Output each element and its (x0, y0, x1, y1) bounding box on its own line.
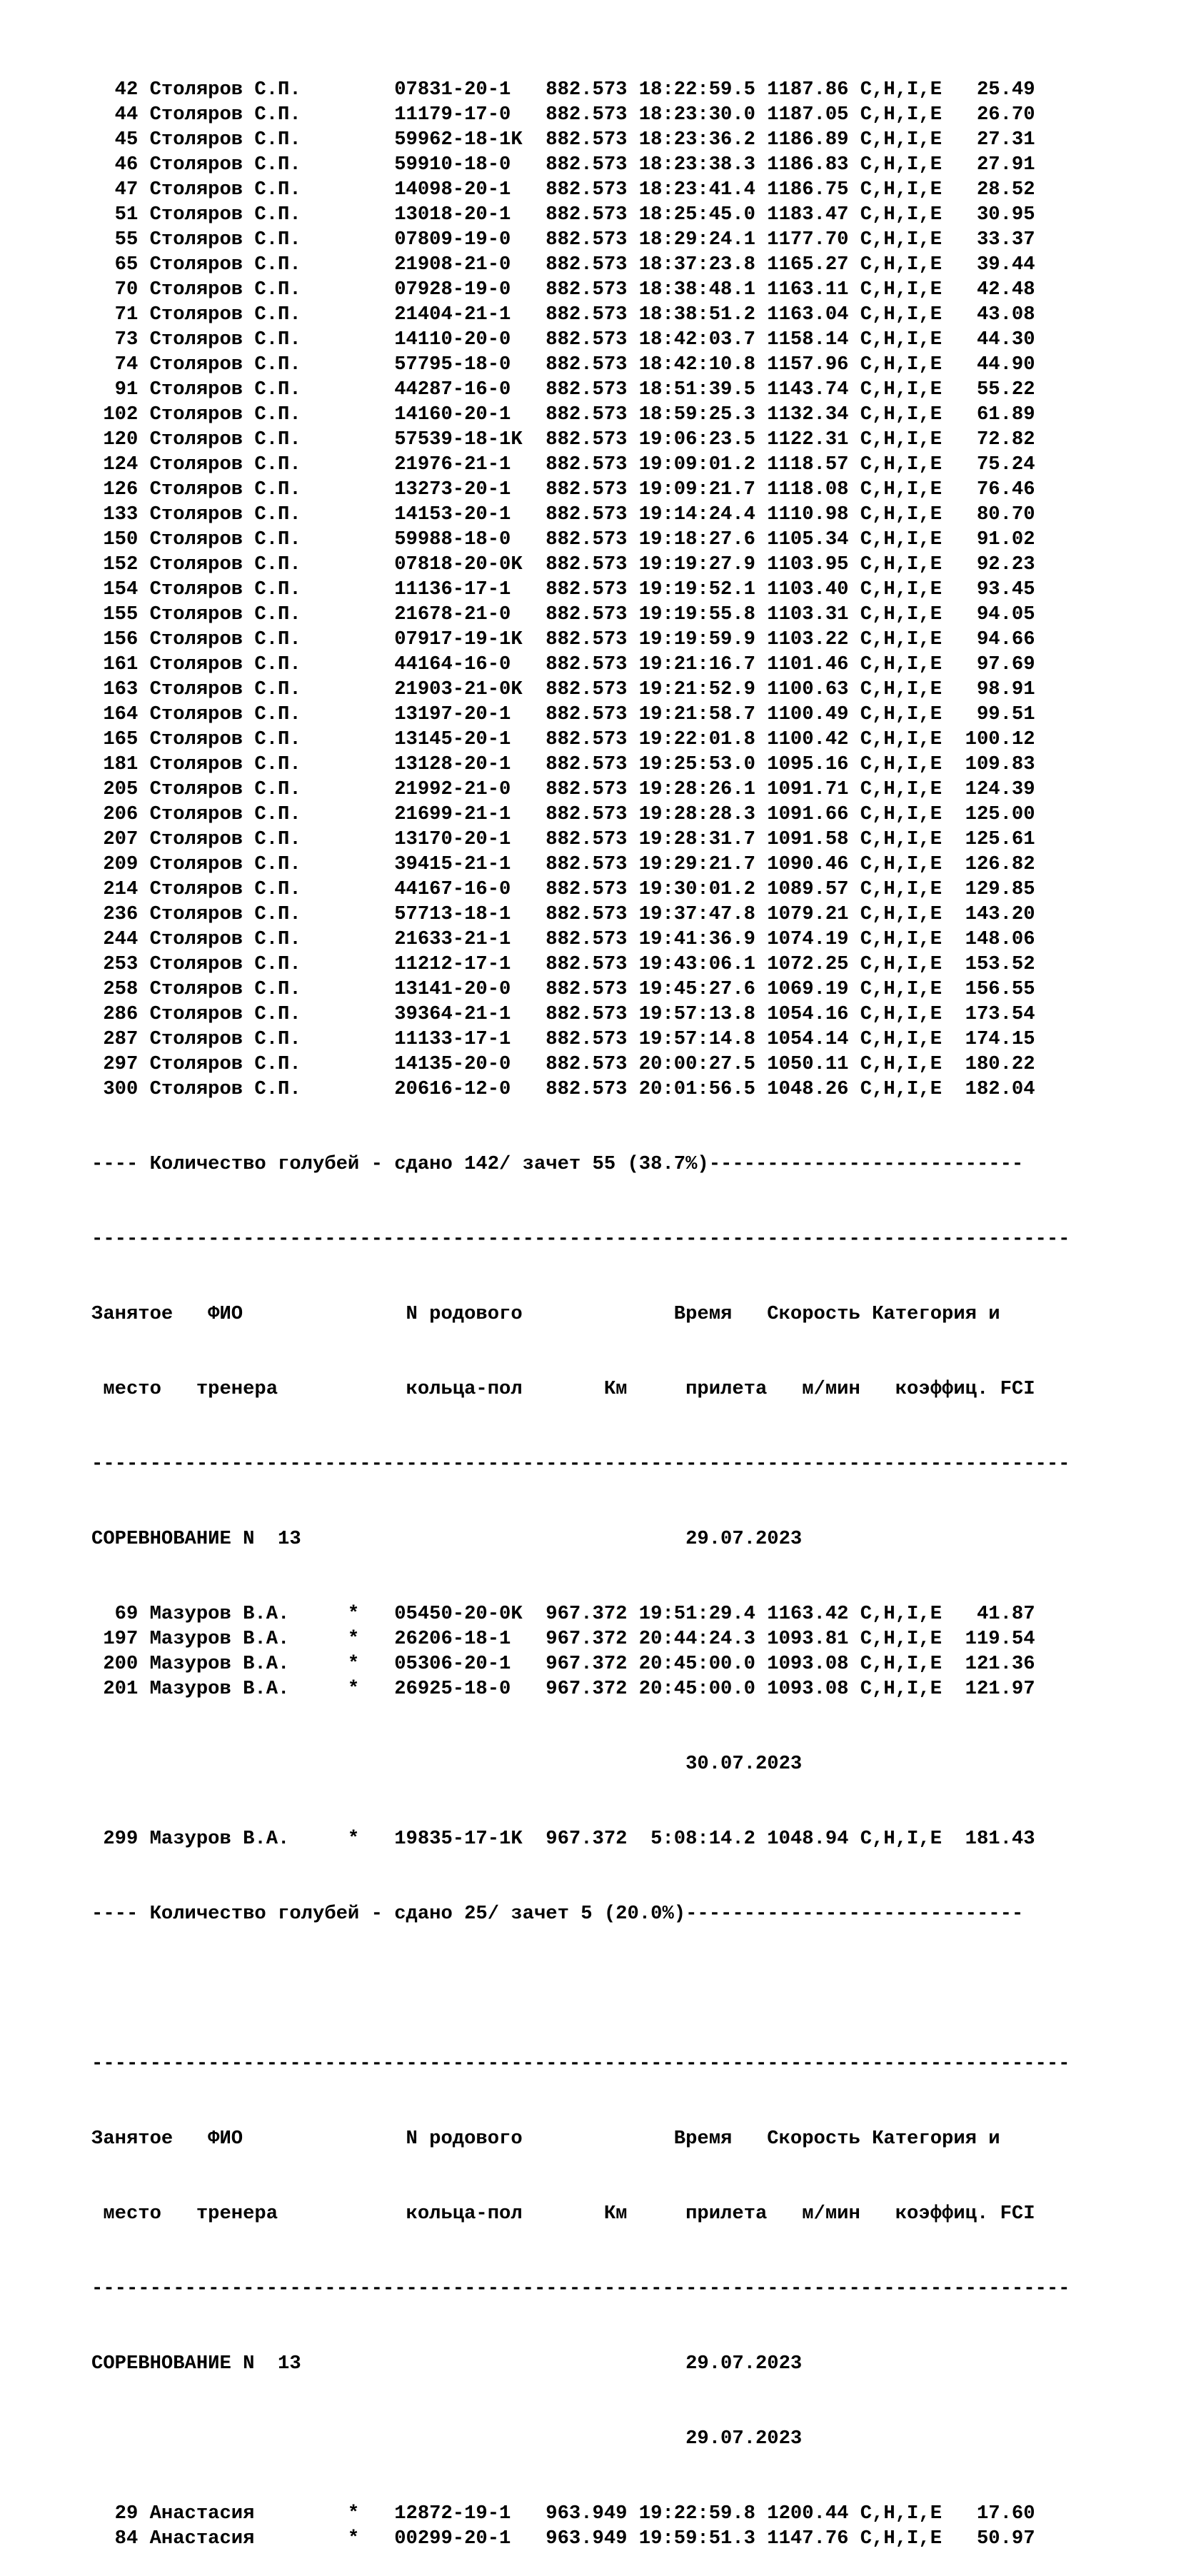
column-header-line-2: место тренера кольца-пол Км прилета м/мин коэффиц. FCI (91, 2203, 1035, 2225)
result-row: 120 Столяров С.П. 57539-18-1K 882.573 19:06:23.5 1122.31 C,H,I,E 72.82 (91, 428, 1035, 451)
separator-rule: ------------------------------------------------------------------------------------ (91, 1453, 1070, 1475)
date-line: 29.07.2023 (91, 2427, 803, 2450)
result-row: 155 Столяров С.П. 21678-21-0 882.573 19:19:55.8 1103.31 C,H,I,E 94.05 (91, 603, 1035, 625)
competition-heading: СОРЕВНОВАНИЕ N 13 29.07.2023 (91, 2353, 803, 2375)
result-row: 46 Столяров С.П. 59910-18-0 882.573 18:23:38.3 1186.83 C,H,I,E 27.91 (91, 154, 1035, 176)
result-row: 47 Столяров С.П. 14098-20-1 882.573 18:23:41.4 1186.75 C,H,I,E 28.52 (91, 178, 1035, 201)
result-row: 164 Столяров С.П. 13197-20-1 882.573 19:21:58.7 1100.49 C,H,I,E 99.51 (91, 703, 1035, 725)
result-row: 152 Столяров С.П. 07818-20-0K 882.573 19:19:27.9 1103.95 C,H,I,E 92.23 (91, 553, 1035, 575)
result-row: 42 Столяров С.П. 07831-20-1 882.573 18:22:59.5 1187.86 C,H,I,E 25.49 (91, 79, 1035, 101)
result-row: 287 Столяров С.П. 11133-17-1 882.573 19:57:14.8 1054.14 C,H,I,E 174.15 (91, 1028, 1035, 1050)
results-block-anastasia (91, 2501, 1070, 2551)
result-row: 161 Столяров С.П. 44164-16-0 882.573 19:21:16.7 1101.46 C,H,I,E 97.69 (91, 653, 1035, 675)
result-row: 70 Столяров С.П. 07928-19-0 882.573 18:38:48.1 1163.11 C,H,I,E 42.48 (91, 278, 1035, 301)
result-row: 126 Столяров С.П. 13273-20-1 882.573 19:09:21.7 1118.08 C,H,I,E 76.46 (91, 478, 1035, 500)
separator-rule: ------------------------------------------------------------------------------------ (91, 1228, 1070, 1250)
results-block-mazurov (91, 1601, 1070, 1701)
result-row: 181 Столяров С.П. 13128-20-1 882.573 19:25:53.0 1095.16 C,H,I,E 109.83 (91, 753, 1035, 775)
result-row: 124 Столяров С.П. 21976-21-1 882.573 19:09:01.2 1118.57 C,H,I,E 75.24 (91, 453, 1035, 476)
column-header-line-2: место тренера кольца-пол Км прилета м/мин коэффиц. FCI (91, 1378, 1035, 1400)
result-row: 102 Столяров С.П. 14160-20-1 882.573 18:59:25.3 1132.34 C,H,I,E 61.89 (91, 403, 1035, 426)
column-header-line-1: Занятое ФИО N родового Время Скорость Категория и (91, 2128, 1000, 2150)
result-row: 74 Столяров С.П. 57795-18-0 882.573 18:42:10.8 1157.96 C,H,I,E 44.90 (91, 353, 1035, 376)
result-row: 154 Столяров С.П. 11136-17-1 882.573 19:19:52.1 1103.40 C,H,I,E 93.45 (91, 578, 1035, 600)
result-row: 69 Мазуров В.А. * 05450-20-0K 967.372 19:51:29.4 1163.42 C,H,I,E 41.87 (91, 1603, 1035, 1625)
result-row: 44 Столяров С.П. 11179-17-0 882.573 18:23:30.0 1187.05 C,H,I,E 26.70 (91, 104, 1035, 126)
result-row: 299 Мазуров В.А. * 19835-17-1K 967.372 5:08:14.2 1048.94 C,H,I,E 181.43 (91, 1828, 1035, 1850)
separator-rule: ------------------------------------------------------------------------------------ (91, 2278, 1070, 2300)
results-document (91, 27, 1070, 2576)
result-row: 163 Столяров С.П. 21903-21-0K 882.573 19:21:52.9 1100.63 C,H,I,E 98.91 (91, 678, 1035, 700)
result-row: 236 Столяров С.П. 57713-18-1 882.573 19:37:47.8 1079.21 C,H,I,E 143.20 (91, 903, 1035, 925)
results-block-stolyarov (91, 77, 1070, 1102)
results-block-mazurov-day2 (91, 1826, 1070, 1851)
result-row: 29 Анастасия * 12872-19-1 963.949 19:22:59.8 1200.44 C,H,I,E 17.60 (91, 2502, 1035, 2525)
result-row: 84 Анастасия * 00299-20-1 963.949 19:59:51.3 1147.76 C,H,I,E 50.97 (91, 2527, 1035, 2550)
result-row: 300 Столяров С.П. 20616-12-0 882.573 20:01:56.5 1048.26 C,H,I,E 182.04 (91, 1078, 1035, 1100)
result-row: 197 Мазуров В.А. * 26206-18-1 967.372 20:44:24.3 1093.81 C,H,I,E 119.54 (91, 1628, 1035, 1650)
result-row: 258 Столяров С.П. 13141-20-0 882.573 19:45:27.6 1069.19 C,H,I,E 156.55 (91, 978, 1035, 1000)
result-row: 133 Столяров С.П. 14153-20-1 882.573 19:14:24.4 1110.98 C,H,I,E 80.70 (91, 503, 1035, 525)
result-row: 206 Столяров С.П. 21699-21-1 882.573 19:28:28.3 1091.66 C,H,I,E 125.00 (91, 803, 1035, 825)
result-row: 207 Столяров С.П. 13170-20-1 882.573 19:28:31.7 1091.58 C,H,I,E 125.61 (91, 828, 1035, 850)
result-row: 165 Столяров С.П. 13145-20-1 882.573 19:22:01.8 1100.42 C,H,I,E 100.12 (91, 728, 1035, 750)
column-header-line-1: Занятое ФИО N родового Время Скорость Категория и (91, 1303, 1000, 1325)
result-row: 286 Столяров С.П. 39364-21-1 882.573 19:57:13.8 1054.16 C,H,I,E 173.54 (91, 1003, 1035, 1025)
summary-line: ---- Количество голубей - сдано 25/ зачет 5 (20.0%)----------------------------- (91, 1903, 1024, 1925)
result-row: 253 Столяров С.П. 11212-17-1 882.573 19:43:06.1 1072.25 C,H,I,E 153.52 (91, 953, 1035, 975)
result-row: 73 Столяров С.П. 14110-20-0 882.573 18:42:03.7 1158.14 C,H,I,E 44.30 (91, 328, 1035, 351)
result-row: 297 Столяров С.П. 14135-20-0 882.573 20:00:27.5 1050.11 C,H,I,E 180.22 (91, 1053, 1035, 1075)
result-row: 55 Столяров С.П. 07809-19-0 882.573 18:29:24.1 1177.70 C,H,I,E 33.37 (91, 228, 1035, 251)
result-row: 65 Столяров С.П. 21908-21-0 882.573 18:37:23.8 1165.27 C,H,I,E 39.44 (91, 253, 1035, 276)
result-row: 214 Столяров С.П. 44167-16-0 882.573 19:30:01.2 1089.57 C,H,I,E 129.85 (91, 878, 1035, 900)
summary-line: ---- Количество голубей - сдано 142/ зачет 55 (38.7%)--------------------------- (91, 1153, 1024, 1175)
result-row: 51 Столяров С.П. 13018-20-1 882.573 18:25:45.0 1183.47 C,H,I,E 30.95 (91, 203, 1035, 226)
separator-rule: ------------------------------------------------------------------------------------ (91, 2053, 1070, 2075)
result-row: 91 Столяров С.П. 44287-16-0 882.573 18:51:39.5 1143.74 C,H,I,E 55.22 (91, 378, 1035, 401)
result-row: 45 Столяров С.П. 59962-18-1K 882.573 18:23:36.2 1186.89 C,H,I,E 27.31 (91, 129, 1035, 151)
result-row: 156 Столяров С.П. 07917-19-1K 882.573 19:19:59.9 1103.22 C,H,I,E 94.66 (91, 628, 1035, 650)
result-row: 71 Столяров С.П. 21404-21-1 882.573 18:38:51.2 1163.04 C,H,I,E 43.08 (91, 303, 1035, 326)
result-row: 244 Столяров С.П. 21633-21-1 882.573 19:41:36.9 1074.19 C,H,I,E 148.06 (91, 928, 1035, 950)
result-row: 150 Столяров С.П. 59988-18-0 882.573 19:18:27.6 1105.34 C,H,I,E 91.02 (91, 528, 1035, 550)
result-row: 205 Столяров С.П. 21992-21-0 882.573 19:28:26.1 1091.71 C,H,I,E 124.39 (91, 778, 1035, 800)
result-row: 209 Столяров С.П. 39415-21-1 882.573 19:29:21.7 1090.46 C,H,I,E 126.82 (91, 853, 1035, 875)
date-line: 30.07.2023 (91, 1753, 803, 1775)
result-row: 200 Мазуров В.А. * 05306-20-1 967.372 20:45:00.0 1093.08 C,H,I,E 121.36 (91, 1653, 1035, 1675)
result-row: 201 Мазуров В.А. * 26925-18-0 967.372 20:45:00.0 1093.08 C,H,I,E 121.97 (91, 1678, 1035, 1700)
blank-line (91, 1976, 1070, 2001)
competition-heading: СОРЕВНОВАНИЕ N 13 29.07.2023 (91, 1528, 803, 1550)
